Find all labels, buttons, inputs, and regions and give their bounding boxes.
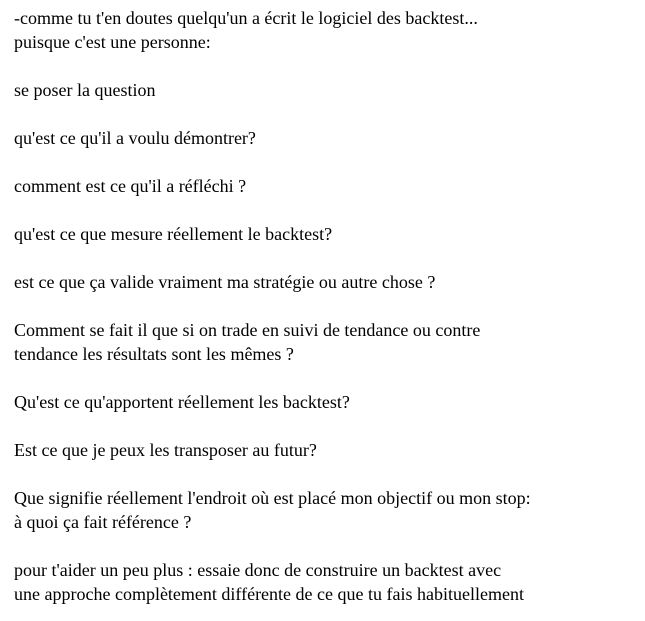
text-line: pour t'aider un peu plus : essaie donc de construire un backtest avec bbox=[14, 560, 502, 580]
text-line: à quoi ça fait référence ? bbox=[14, 512, 192, 532]
text-line: une approche complètement différente de ce que tu fais habituellement bbox=[14, 584, 524, 604]
text-line: Est ce que je peux les transposer au futur? bbox=[14, 440, 317, 460]
paragraph-question bbox=[14, 318, 639, 366]
text-line: puisque c'est une personne: bbox=[14, 32, 211, 52]
text-line: Qu'est ce qu'apportent réellement les backtest? bbox=[14, 392, 350, 412]
message-body bbox=[14, 6, 639, 606]
paragraph-intro bbox=[14, 6, 639, 54]
paragraph-question bbox=[14, 174, 639, 198]
paragraph-closing bbox=[14, 558, 639, 606]
paragraph-question bbox=[14, 126, 639, 150]
paragraph-question bbox=[14, 438, 639, 462]
text-line: qu'est ce qu'il a voulu démontrer? bbox=[14, 128, 256, 148]
text-line: qu'est ce que mesure réellement le backtest? bbox=[14, 224, 333, 244]
paragraph-question bbox=[14, 270, 639, 294]
text-line: Que signifie réellement l'endroit où est placé mon objectif ou mon stop: bbox=[14, 488, 531, 508]
text-line: se poser la question bbox=[14, 80, 156, 100]
text-line: est ce que ça valide vraiment ma stratégie ou autre chose ? bbox=[14, 272, 436, 292]
paragraph-question bbox=[14, 486, 639, 534]
paragraph-question bbox=[14, 222, 639, 246]
text-line: comment est ce qu'il a réfléchi ? bbox=[14, 176, 247, 196]
text-line: Comment se fait il que si on trade en suivi de tendance ou contre bbox=[14, 320, 481, 340]
text-line: tendance les résultats sont les mêmes ? bbox=[14, 344, 294, 364]
paragraph-question-prompt bbox=[14, 78, 639, 102]
paragraph-question bbox=[14, 390, 639, 414]
text-line: -comme tu t'en doutes quelqu'un a écrit le logiciel des backtest... bbox=[14, 8, 478, 28]
